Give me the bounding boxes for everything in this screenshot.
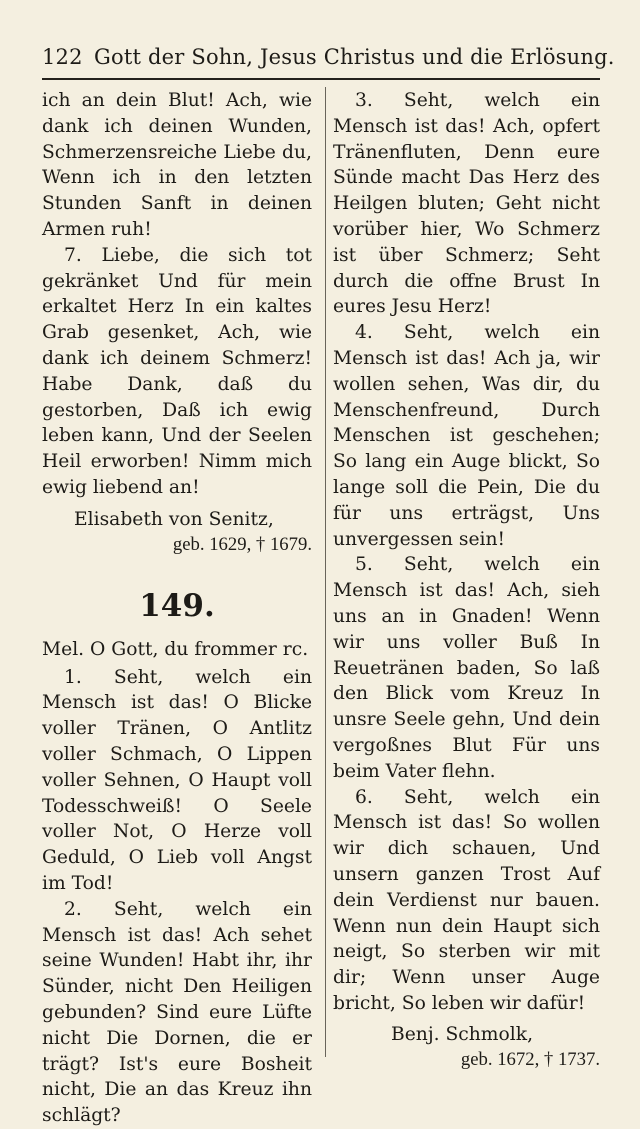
author-attribution-1 bbox=[42, 507, 312, 557]
verse-7-number: 7. bbox=[64, 244, 82, 266]
verse-2-number: 2. bbox=[64, 898, 82, 920]
verse-4 bbox=[333, 320, 600, 552]
verse-4-text: Seht, welch ein Mensch ist das! Ach ja, wir wollen sehen, Was dir, du Menschenfreund, Durch Menschen ist geschehen; So lang ein Auge blickt, So lange soll die Pein, Die du für uns erträgst, Uns unvergessen sein! bbox=[333, 322, 600, 550]
verse-continuation-text: ich an dein Blut! Ach, wie dank ich deinen Wunden, Schmerzensreiche Liebe du, Wenn ich in den letzten Stunden Sanft in deinen Armen ruh! bbox=[42, 90, 312, 240]
verse-6-number: 6. bbox=[355, 786, 373, 808]
author-2-dates: geb. 1672, † 1737. bbox=[460, 1048, 600, 1070]
author-2-name: Benj. Schmolk, bbox=[391, 1023, 534, 1045]
verse-3-number: 3. bbox=[355, 90, 373, 111]
author-1-dates: geb. 1629, † 1679. bbox=[172, 533, 312, 555]
verse-continuation bbox=[42, 88, 312, 243]
page-header bbox=[42, 40, 615, 74]
header-rule bbox=[42, 78, 600, 80]
verse-1-number: 1. bbox=[64, 666, 82, 688]
verse-1-text: Seht, welch ein Mensch ist das! O Blicke voller Tränen, O Antlitz voller Schmach, O Lippen voller Sehnen, O Haupt voll Todesschweiß! O Seele voller Not, O Herze voll Geduld, O Lieb voll Angst im Tod! bbox=[42, 666, 312, 894]
hymn-number: 149. bbox=[139, 587, 215, 624]
verse-3 bbox=[333, 88, 600, 320]
verse-6-text: Seht, welch ein Mensch ist das! So wollen wir dich schauen, Und unsern ganzen Trost Auf dein Verdienst nur bauen. Wenn nun dein Haupt sich neigt, So sterben wir mit dir; Wenn unser Auge bricht, So leben wir dafür! bbox=[333, 786, 600, 1014]
author-attribution-2 bbox=[333, 1022, 600, 1072]
verse-1 bbox=[42, 665, 312, 897]
verse-6 bbox=[333, 785, 600, 1017]
melody-line: Mel. O Gott, du frommer rc. bbox=[42, 638, 309, 660]
column-divider bbox=[325, 87, 326, 1057]
verse-2-text: Seht, welch ein Mensch ist das! Ach sehet seine Wunden! Habt ihr, ihr Sünder, nicht Den Heiligen gebunden? Sind eure Lüfte nicht Die Dornen, die er trägt? Ist's eure Bosheit nicht, Die an das Kreuz ihn schlägt? bbox=[42, 898, 312, 1127]
running-title: Gott der Sohn, Jesus Christus und die Erlösung. bbox=[94, 45, 615, 69]
verse-5-text: Seht, welch ein Mensch ist das! Ach, sieh uns an in Gnaden! Wenn wir uns voller Buß In Reuetränen baden, So laß den Blick vom Kreuz In unsre Seele gehn, Und dein vergoßnes Blut Für uns beim Vater flehn. bbox=[333, 554, 600, 782]
verse-4-number: 4. bbox=[355, 322, 373, 344]
author-1-name: Elisabeth von Senitz, bbox=[74, 508, 274, 530]
verse-7 bbox=[42, 243, 312, 501]
verse-2 bbox=[42, 897, 312, 1129]
verse-7-text: Liebe, die sich tot gekränket Und für mein erkaltet Herz In ein kaltes Grab gesenket, Ach, wie dank ich deinem Schmerz! Habe Dank, daß du gestorben, Daß ich ewig leben kann, Und der Seelen Heil erworben! Nimm mich ewig liebend an! bbox=[42, 244, 312, 498]
right-column bbox=[333, 88, 600, 1072]
verse-5-number: 5. bbox=[355, 554, 373, 576]
page-number: 122 bbox=[42, 45, 83, 69]
verse-5 bbox=[333, 552, 600, 784]
verse-3-text: Seht, welch ein Mensch ist das! Ach, opfert Tränenfluten, Denn eure Sünde macht Das Herz des Heilgen bluten; Geht nicht vorüber hier, Wo Schmerz ist über Schmerz; Seht durch die offne Brust In eures Jesu Herz! bbox=[333, 90, 600, 318]
left-column bbox=[42, 88, 312, 1129]
